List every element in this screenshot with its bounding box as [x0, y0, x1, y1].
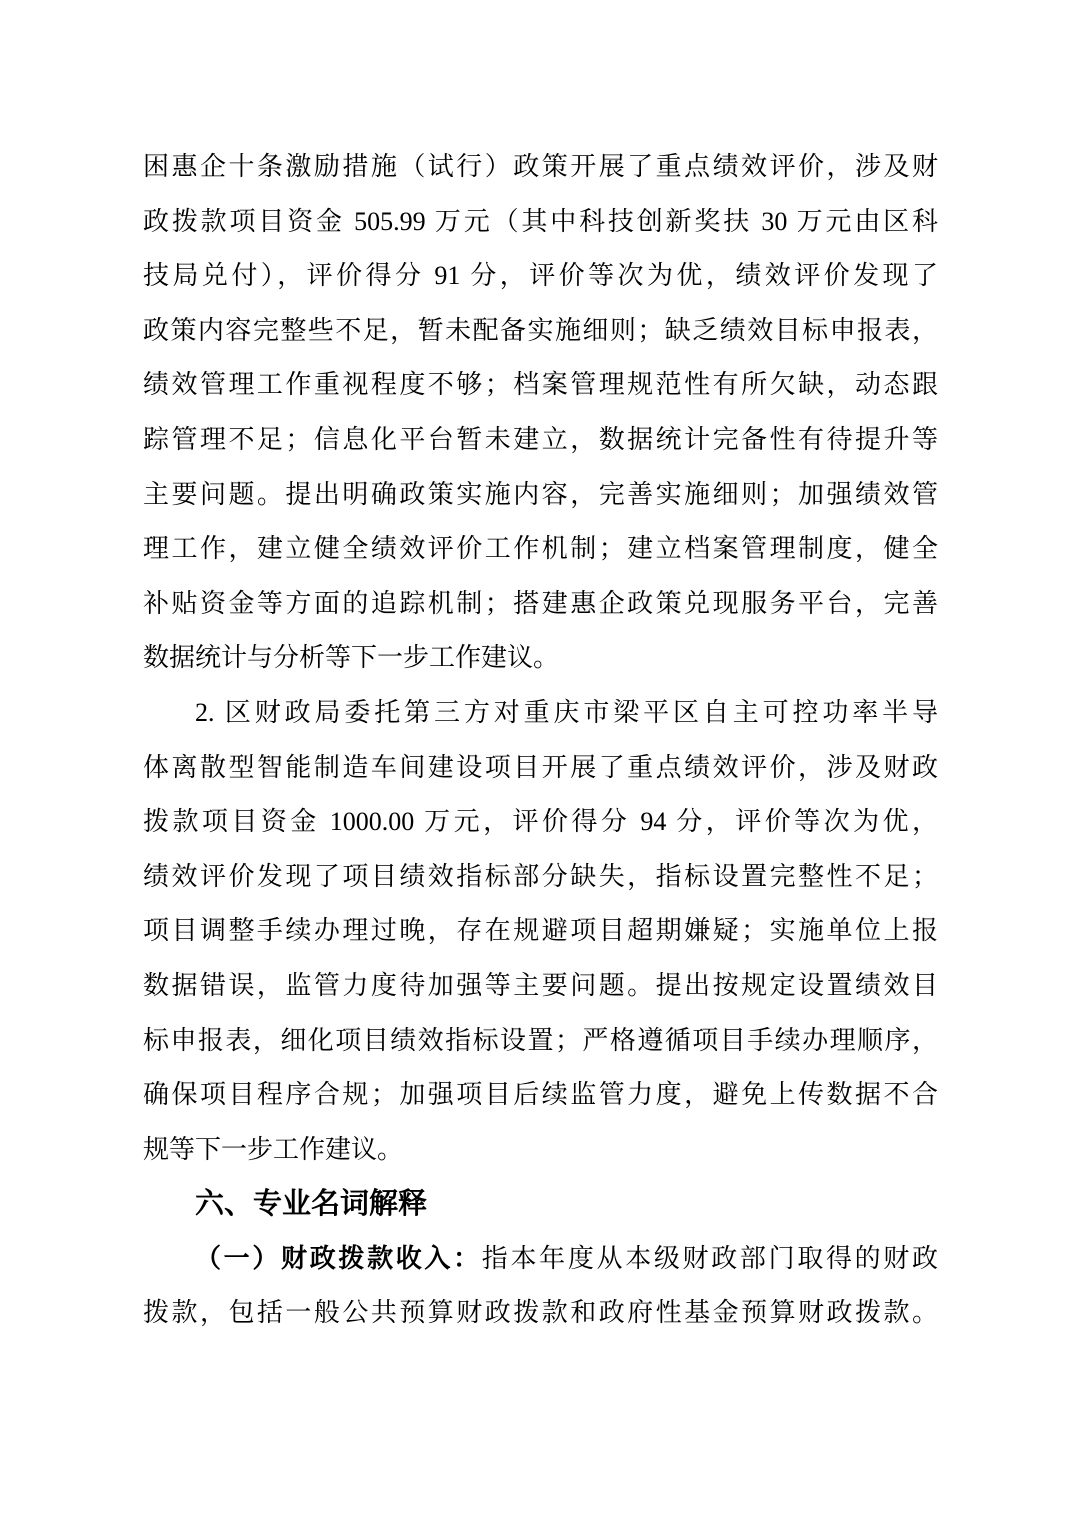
- body-text-line: 拨款，包括一般公共预算财政拨款和政府性基金预算财政拨款。: [143, 1298, 938, 1328]
- body-text-line: 数据错误，监管力度待加强等主要问题。提出按规定设置绩效目: [143, 970, 938, 1000]
- body-text-line: 理工作，建立健全绩效评价工作机制；建立档案管理制度，健全: [143, 534, 938, 564]
- body-text-line: 政拨款项目资金 505.99 万元（其中科技创新奖扶 30 万元由区科: [143, 206, 938, 236]
- body-text-line: 确保项目程序合规；加强项目后续监管力度，避免上传数据不合: [143, 1080, 938, 1110]
- body-text-line: 政策内容完整些不足，暂未配备实施细则；缺乏绩效目标申报表，: [143, 315, 938, 345]
- body-text-line: 数据统计与分析等下一步工作建议。: [143, 643, 560, 673]
- body-text-line: 主要问题。提出明确政策实施内容，完善实施细则；加强绩效管: [143, 479, 938, 509]
- body-text-line: 规等下一步工作建议。: [143, 1134, 404, 1164]
- section-heading: 六、专业名词解释: [195, 1188, 428, 1221]
- term-definition-text: 指本年度从本级财政部门取得的财政: [481, 1243, 938, 1273]
- body-text-line: 标申报表，细化项目绩效指标设置；严格遵循项目手续办理顺序，: [143, 1025, 938, 1055]
- body-text-line: 困惠企十条激励措施（试行）政策开展了重点绩效评价，涉及财: [143, 152, 938, 181]
- body-text-line: [143, 1232, 938, 1287]
- body-text-line: 2. 区财政局委托第三方对重庆市梁平区自主可控功率半导: [195, 697, 938, 727]
- body-text-line: 技局兑付），评价得分 91 分，评价等次为优，绩效评价发现了: [143, 261, 938, 291]
- body-text-line: 绩效评价发现了项目绩效指标部分缺失，指标设置完整性不足；: [143, 861, 938, 891]
- body-text-line: 体离散型智能制造车间建设项目开展了重点绩效评价，涉及财政: [143, 752, 938, 782]
- body-text-line: 补贴资金等方面的追踪机制；搭建惠企政策兑现服务平台，完善: [143, 588, 938, 618]
- body-text-line: 踪管理不足；信息化平台暂未建立，数据统计完备性有待提升等: [143, 424, 938, 454]
- body-text-line: 项目调整手续办理过晚，存在规避项目超期嫌疑；实施单位上报: [143, 916, 938, 946]
- term-label: （一）财政拨款收入：: [195, 1243, 482, 1273]
- body-text-line: 绩效管理工作重视程度不够；档案管理规范性有所欠缺，动态跟: [143, 370, 938, 400]
- body-text-line: 拨款项目资金 1000.00 万元，评价得分 94 分，评价等次为优，: [143, 807, 938, 837]
- document-body: [143, 140, 938, 1341]
